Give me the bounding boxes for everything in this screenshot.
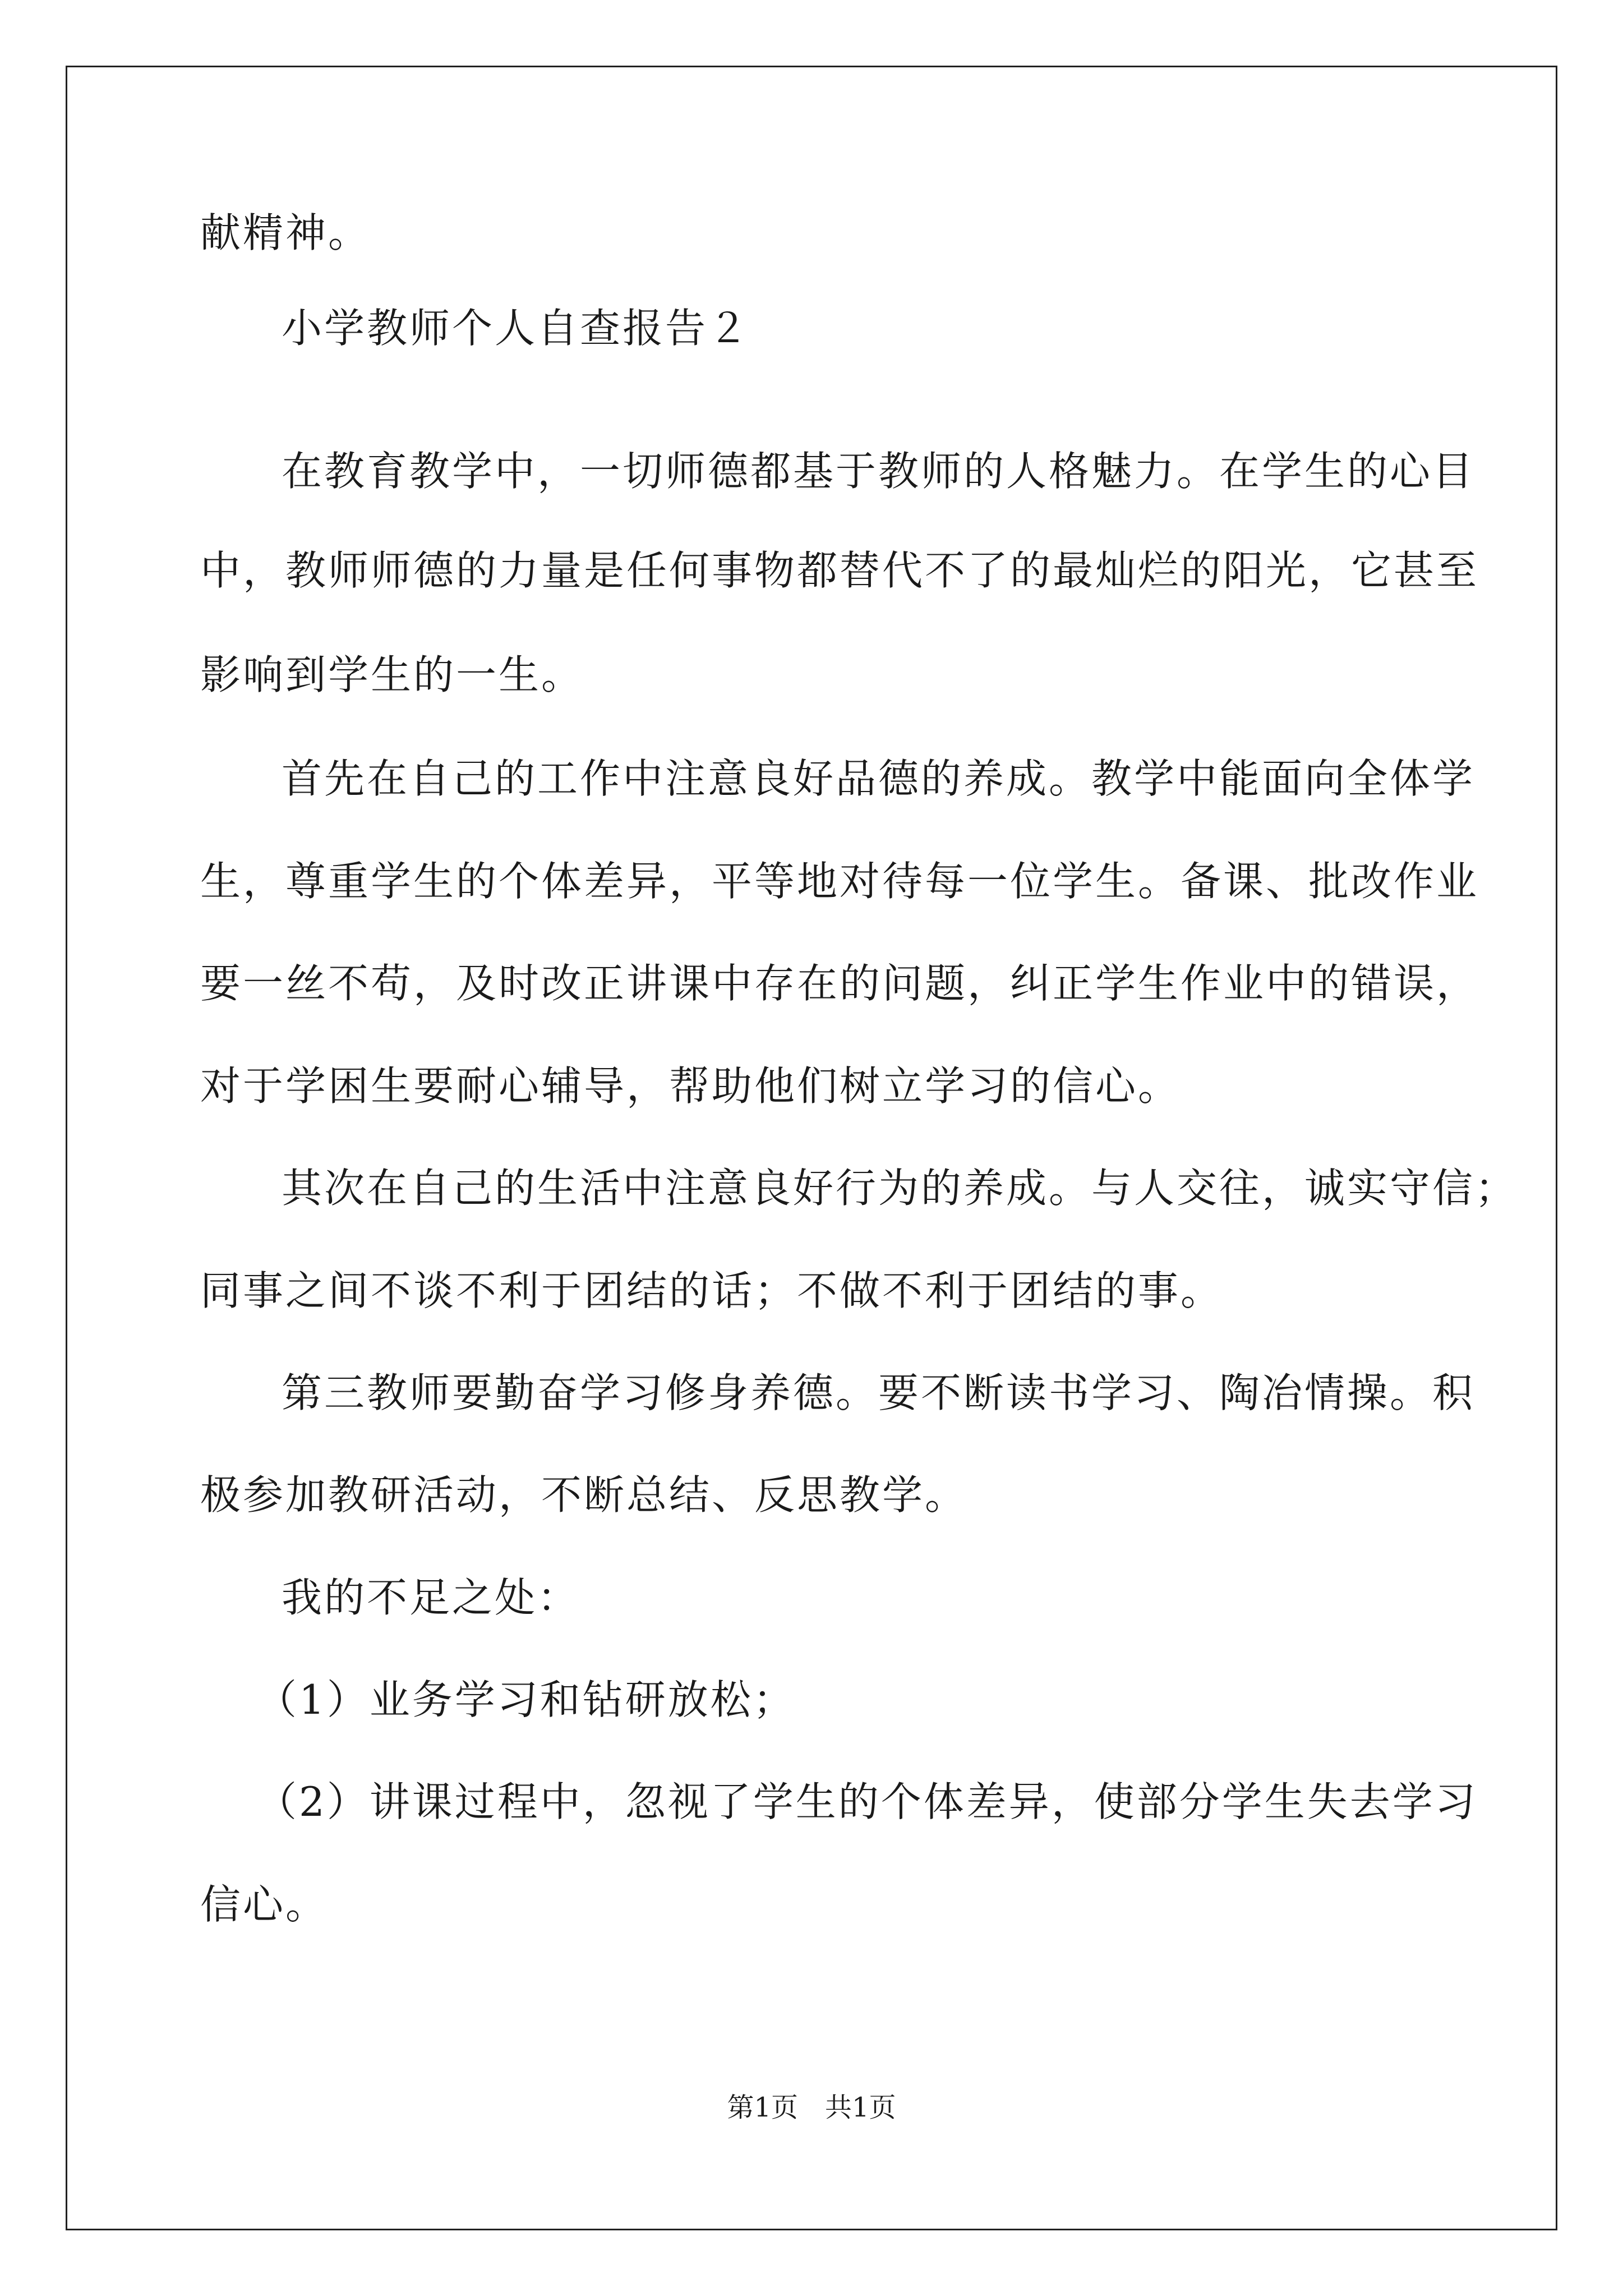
page-number-footer: 第1页 共1页	[727, 2092, 896, 2123]
text-line: 在教育教学中，一切师德都基于教师的人格魅力。在学生的心目	[282, 448, 1476, 495]
text-line: 对于学困生要耐心辅导，帮助他们树立学习的信心。	[200, 1062, 1181, 1110]
list-item: （1）业务学习和钻研放松；	[256, 1676, 796, 1723]
text-line: 我的不足之处：	[282, 1574, 580, 1621]
text-line: 献精神。	[200, 209, 371, 256]
text-line: 首先在自己的工作中注意良好品德的养成。教学中能面向全体学	[282, 755, 1476, 802]
text-line: 其次在自己的生活中注意良好行为的养成。与人交往，诚实守信；	[282, 1165, 1518, 1212]
text-line: 中，教师师德的力量是任何事物都替代不了的最灿烂的阳光，它甚至	[200, 547, 1479, 594]
text-line: 同事之间不谈不利于团结的话；不做不利于团结的事。	[200, 1267, 1224, 1314]
text-line: 生，尊重学生的个体差异，平等地对待每一位学生。备课、批改作业	[200, 858, 1479, 905]
text-line: 第三教师要勤奋学习修身养德。要不断读书学习、陶冶情操。积	[282, 1369, 1476, 1416]
text-line: 影响到学生的一生。	[200, 651, 584, 698]
section-title: 小学教师个人自查报告２	[282, 305, 751, 352]
text-line: 极参加教研活动，不断总结、反思教学。	[200, 1471, 968, 1519]
text-line: 要一丝不苟，及时改正讲课中存在的问题，纠正学生作业中的错误，	[200, 960, 1479, 1007]
list-item: （2）讲课过程中，忽视了学生的个体差异，使部分学生失去学习	[256, 1778, 1478, 1825]
text-line: 信心。	[200, 1881, 329, 1928]
